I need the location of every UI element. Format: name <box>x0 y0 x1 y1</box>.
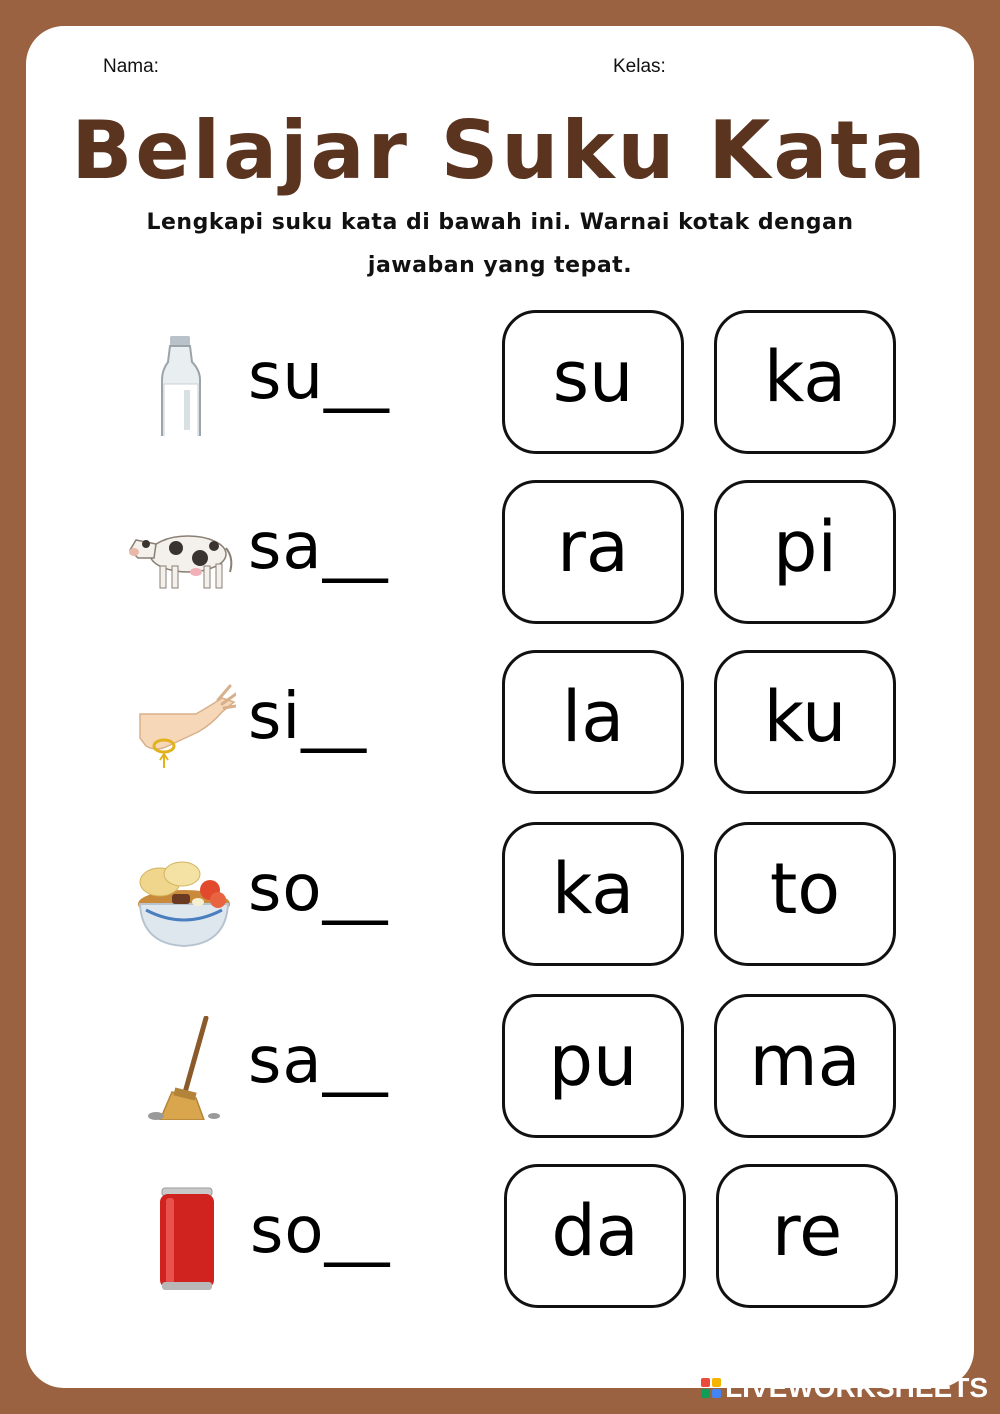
soup-bowl-icon <box>126 844 236 948</box>
name-label: Nama: <box>103 56 159 77</box>
question-row-5 <box>0 994 1000 1144</box>
arm-bracelet-icon <box>126 672 236 776</box>
tile-square <box>701 1389 710 1398</box>
syllable-prompt: su__ <box>248 340 390 414</box>
instruction-line-1: Lengkapi suku kata di bawah ini. Warnai kotak dengan <box>146 210 854 235</box>
option-box[interactable]: ku <box>714 650 896 794</box>
class-label: Kelas: <box>613 56 666 77</box>
soda-can-icon <box>128 1182 238 1294</box>
syllable-prompt: si__ <box>248 680 368 754</box>
option-box[interactable]: to <box>714 822 896 966</box>
tile-square <box>712 1378 721 1387</box>
option-box[interactable]: pi <box>714 480 896 624</box>
brand-text: LIVEWORKSHEETS <box>725 1372 988 1403</box>
option-box[interactable]: su <box>502 310 684 454</box>
liveworksheets-tile-icon <box>701 1378 721 1398</box>
syllable-prompt: so__ <box>250 1194 391 1268</box>
option-box[interactable]: da <box>504 1164 686 1308</box>
option-box[interactable]: ma <box>714 994 896 1138</box>
option-box[interactable]: ka <box>502 822 684 966</box>
question-row-1 <box>0 310 1000 460</box>
worksheet-title: Belajar Suku Kata <box>71 104 929 197</box>
question-row-4 <box>0 822 1000 972</box>
cow-icon <box>126 502 236 606</box>
instruction-line-2: jawaban yang tepat. <box>367 253 633 278</box>
option-box[interactable]: ka <box>714 310 896 454</box>
milk-bottle-icon <box>126 332 236 436</box>
option-box[interactable]: la <box>502 650 684 794</box>
question-row-6 <box>0 1164 1000 1314</box>
syllable-prompt: so__ <box>248 852 389 926</box>
tile-square <box>712 1389 721 1398</box>
question-row-3 <box>0 650 1000 800</box>
broom-icon <box>126 1016 236 1120</box>
syllable-prompt: sa__ <box>248 510 389 584</box>
syllable-prompt: sa__ <box>248 1024 389 1098</box>
question-row-2 <box>0 480 1000 630</box>
option-box[interactable]: ra <box>502 480 684 624</box>
tile-square <box>701 1378 710 1387</box>
option-box[interactable]: pu <box>502 994 684 1138</box>
option-box[interactable]: re <box>716 1164 898 1308</box>
liveworksheets-logo <box>701 1372 988 1404</box>
